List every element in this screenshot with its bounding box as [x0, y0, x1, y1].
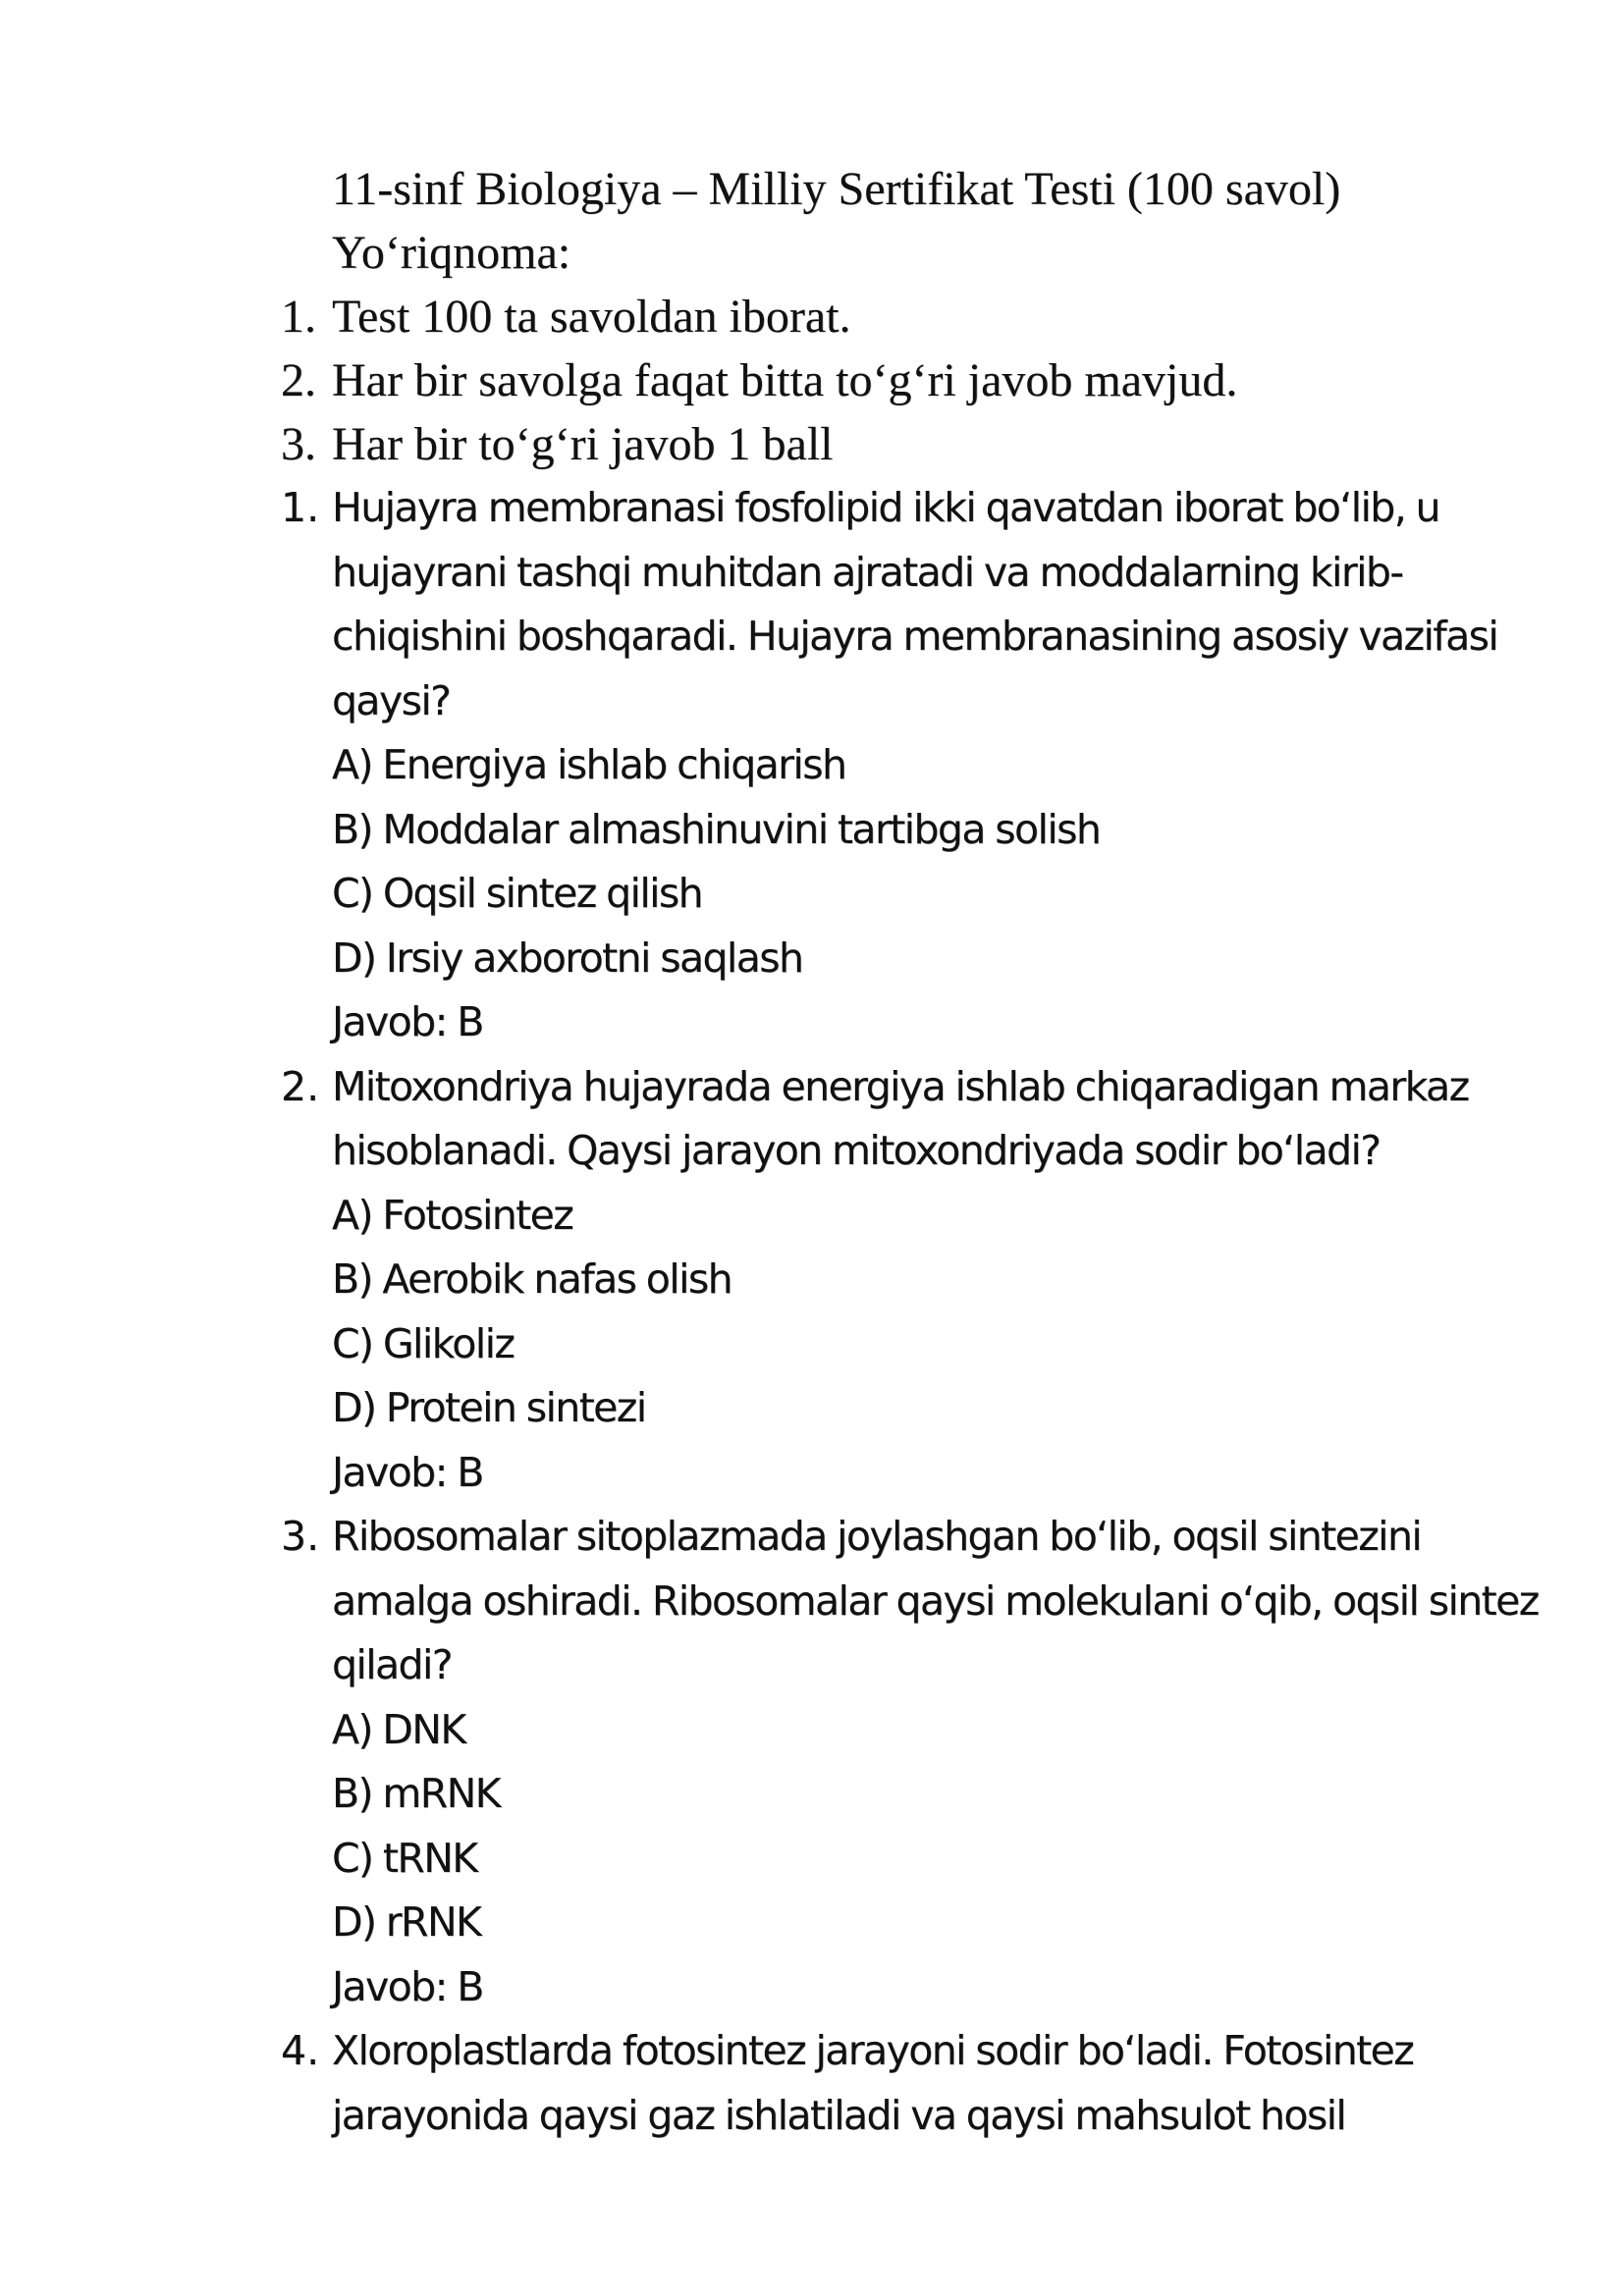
instruction-number: 3.	[281, 418, 316, 470]
instruction-text: Har bir to‘g‘ri javob 1 ball	[332, 418, 834, 470]
instruction-number: 1.	[281, 291, 316, 343]
question-number: 4.	[281, 2027, 320, 2074]
answer-option: D) Irsiy axborotni saqlash	[332, 934, 803, 982]
question-text: Xloroplastlarda fotosintez jarayoni sodir bo‘ladi. Fotosintez jarayonida qaysi gaz ishlatiladi va qaysi mahsulot hosil	[332, 2027, 1414, 2139]
question-item	[281, 1055, 1547, 1506]
answer-option: D) rRNK	[332, 1898, 481, 1946]
page-title	[281, 157, 1547, 221]
answer-option: C) tRNK	[332, 1834, 477, 1882]
instruction-number: 2.	[281, 354, 316, 406]
question-text: Hujayra membranasi fosfolipid ikki qavatdan iborat bo‘lib, u hujayrani tashqi muhitdan ajratadi va moddalarning kirib-chiqishini boshqaradi. Hujayra membranasining asosiy vazifasi qaysi?	[332, 484, 1498, 724]
answer-option: B) Moddalar almashinuvini tartibga solish	[332, 805, 1101, 853]
answer-option: C) Oqsil sintez qilish	[332, 870, 703, 917]
question-number: 2.	[281, 1062, 320, 1110]
correct-answer: Javob: B	[332, 998, 483, 1045]
answer-option: A) Fotosintez	[332, 1191, 573, 1239]
answer-option: D) Protein sintezi	[332, 1384, 646, 1431]
answer-option: C) Glikoliz	[332, 1319, 514, 1367]
instruction-item	[281, 412, 1547, 476]
answer-option: A) DNK	[332, 1705, 465, 1753]
question-item	[281, 476, 1547, 1055]
question-number: 1.	[281, 484, 320, 531]
answer-option: A) Energiya ishlab chiqarish	[332, 741, 846, 788]
question-list	[281, 476, 1547, 2148]
answer-option: B) Aerobik nafas olish	[332, 1255, 732, 1303]
instruction-item	[281, 285, 1547, 348]
page-title-text: 11-sinf Biologiya – Milliy Sertifikat Testi (100 savol)	[332, 163, 1341, 215]
instruction-text: Test 100 ta savoldan iborat.	[332, 291, 851, 343]
correct-answer: Javob: B	[332, 1962, 483, 2010]
question-number: 3.	[281, 1513, 320, 1560]
document-content	[281, 157, 1547, 2148]
instructions-label	[281, 221, 1547, 285]
instruction-text: Har bir savolga faqat bitta to‘g‘ri javob mavjud.	[332, 354, 1238, 406]
instructions-label-text: Yo‘riqnoma:	[332, 227, 571, 279]
question-text: Mitoxondriya hujayrada energiya ishlab chiqaradigan markaz hisoblanadi. Qaysi jarayon mitoxondriyada sodir bo‘ladi?	[332, 1062, 1469, 1174]
correct-answer: Javob: B	[332, 1448, 483, 1496]
answer-option: B) mRNK	[332, 1770, 500, 1817]
instruction-item	[281, 348, 1547, 412]
question-item	[281, 2019, 1547, 2148]
question-text: Ribosomalar sitoplazmada joylashgan bo‘lib, oqsil sintezini amalga oshiradi. Ribosomalar qaysi molekulani o‘qib, oqsil sintez qiladi?	[332, 1513, 1539, 1688]
question-item	[281, 1505, 1547, 2019]
